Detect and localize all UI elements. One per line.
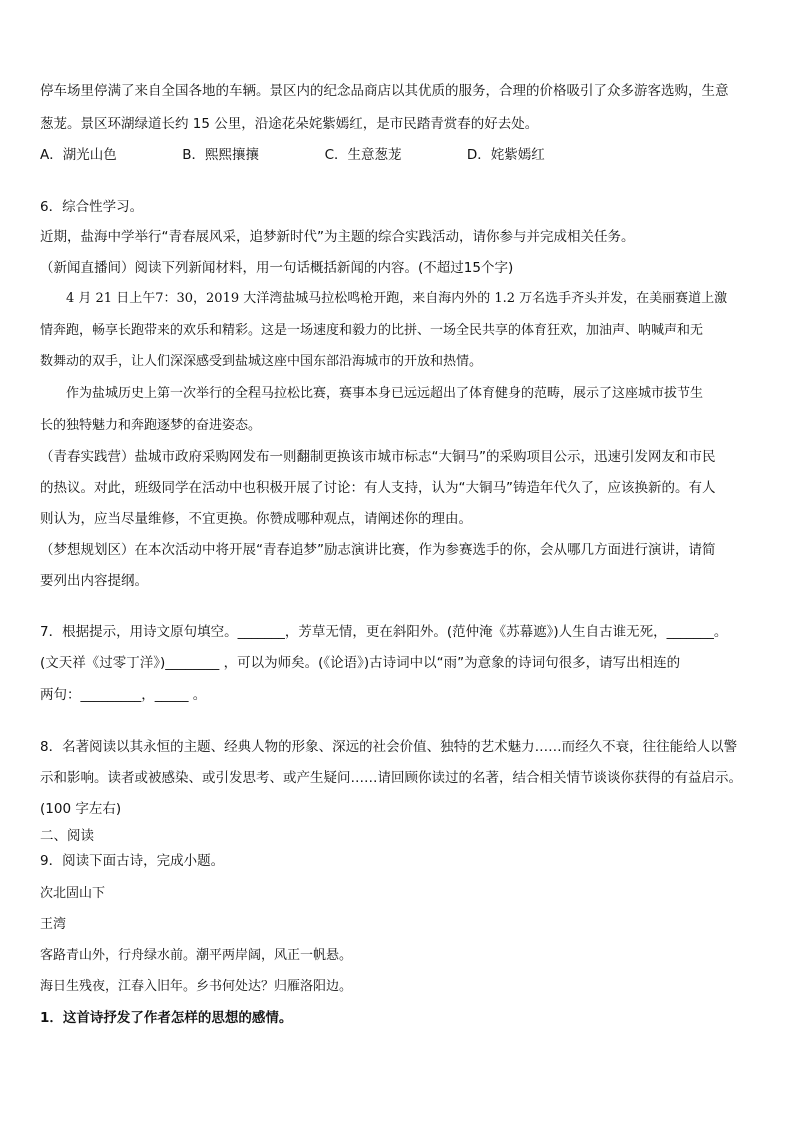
q6-dream-line-2: 要列出内容提纲。	[40, 573, 148, 589]
q5-line-1: 停车场里停满了来自全国各地的车辆。景区内的纪念品商店以其优质的服务，合理的价格吸引了众多游客选购，生意	[40, 83, 729, 99]
q5-options	[40, 146, 545, 164]
poem-title: 次北固山下	[40, 886, 106, 901]
q6-news-line-3: 数舞动的双手，让人们深深感受到盐城这座中国东部沿海城市的开放和热情。	[40, 354, 483, 369]
q6-news-paragraph-2: 作为盐城历史上第一次举行的全程马拉松比赛，赛事本身已远远超出了体育健身的范畴，展示了这座城市拔节生	[66, 386, 704, 401]
q7-line-1: 7．根据提示，用诗文原句填空。_______，芳草无情，更在斜阳外。(范仲淹《苏幕遮》)人生自古谁无死，_______。	[40, 624, 728, 640]
q6-intro: 近期，盐海中学举行“青春展风采，追梦新时代”为主题的综合实践活动，请你参与并完成相关任务。	[40, 229, 635, 245]
q6-dream-line-1: （梦想规划区）在本次活动中将开展“青春追梦”励志演讲比赛，作为参赛选手的你，会从哪几方面进行演讲，请简	[40, 542, 716, 558]
poem-line-1: 客路青山外，行舟绿水前。潮平两岸阔，风正一帆悬。	[40, 948, 353, 963]
q9-title: 9．阅读下面古诗，完成小题。	[40, 853, 225, 869]
q6-news-line-2: 情奔跑，畅享长跑带来的欢乐和精彩。这是一场速度和毅力的比拼、一场全民共享的体育狂欢，加油声、呐喊声和无	[40, 323, 704, 338]
section-reading-heading: 二、阅读	[40, 828, 94, 844]
q5-option-a: A．湖光山色	[40, 147, 117, 163]
q8-line-2: 示和影响。读者或被感染、或引发思考、或产生疑问……请回顾你读过的名著，结合相关情节谈谈你获得的有益启示。	[40, 770, 742, 786]
q5-option-d: D．姹紫嫣红	[466, 147, 545, 163]
q6-camp-line-2: 的热议。对此，班级同学在活动中也积极开展了讨论：有人支持，认为“大铜马”铸造年代久了，应该换新的。有人	[40, 480, 716, 496]
q5-line-2: 葱茏。景区环湖绿道长约 15 公里，沿途花朵姹紫嫣红，是市民踏青赏春的好去处。	[40, 116, 539, 132]
poem-author: 王湾	[40, 917, 67, 932]
q6-camp-line-1: （青春实践营）盐城市政府采购网发布一则翻制更换该市城市标志“大铜马”的采购项目公示，迅速引发网友和市民	[40, 449, 716, 465]
q6-news-line-5: 长的独特魅力和奔跑逐梦的奋进姿态。	[40, 418, 262, 433]
q8-line-3: (100 字左右)	[40, 801, 122, 817]
q6-news-task: （新闻直播间）阅读下列新闻材料，用一句话概括新闻的内容。(不超过15个字)	[40, 260, 514, 276]
q7-line-3: 两句：_________，_____ 。	[40, 687, 207, 703]
q5-option-b: B．熙熙攘攘	[182, 147, 260, 163]
poem-line-2: 海日生残夜，江春入旧年。乡书何处达？归雁洛阳边。	[40, 979, 353, 994]
q9-subquestion-1: 1．这首诗抒发了作者怎样的思想的感情。	[40, 1010, 293, 1026]
q5-option-c: C．生意葱茏	[324, 147, 402, 163]
q7-line-2: (文天祥《过零丁洋》)________ ，可以为师矣。(《论语》)古诗词中以“雨”为意象的诗词句很多，请写出相连的	[40, 655, 681, 671]
q8-line-1: 8．名著阅读以其永恒的主题、经典人物的形象、深远的社会价值、独特的艺术魅力……而经久不衰，往往能给人以警	[40, 739, 738, 755]
q6-news-paragraph-1: 4 月 21 日上午7：30，2019 大洋湾盐城马拉松鸣枪开跑，来自海内外的 1.2 万名选手齐头并发，在美丽赛道上激	[66, 291, 728, 306]
q6-title: 6．综合性学习。	[40, 199, 144, 215]
q6-camp-line-3: 则认为，应当尽量维修，不宜更换。你赞成哪种观点，请阐述你的理由。	[40, 511, 472, 527]
